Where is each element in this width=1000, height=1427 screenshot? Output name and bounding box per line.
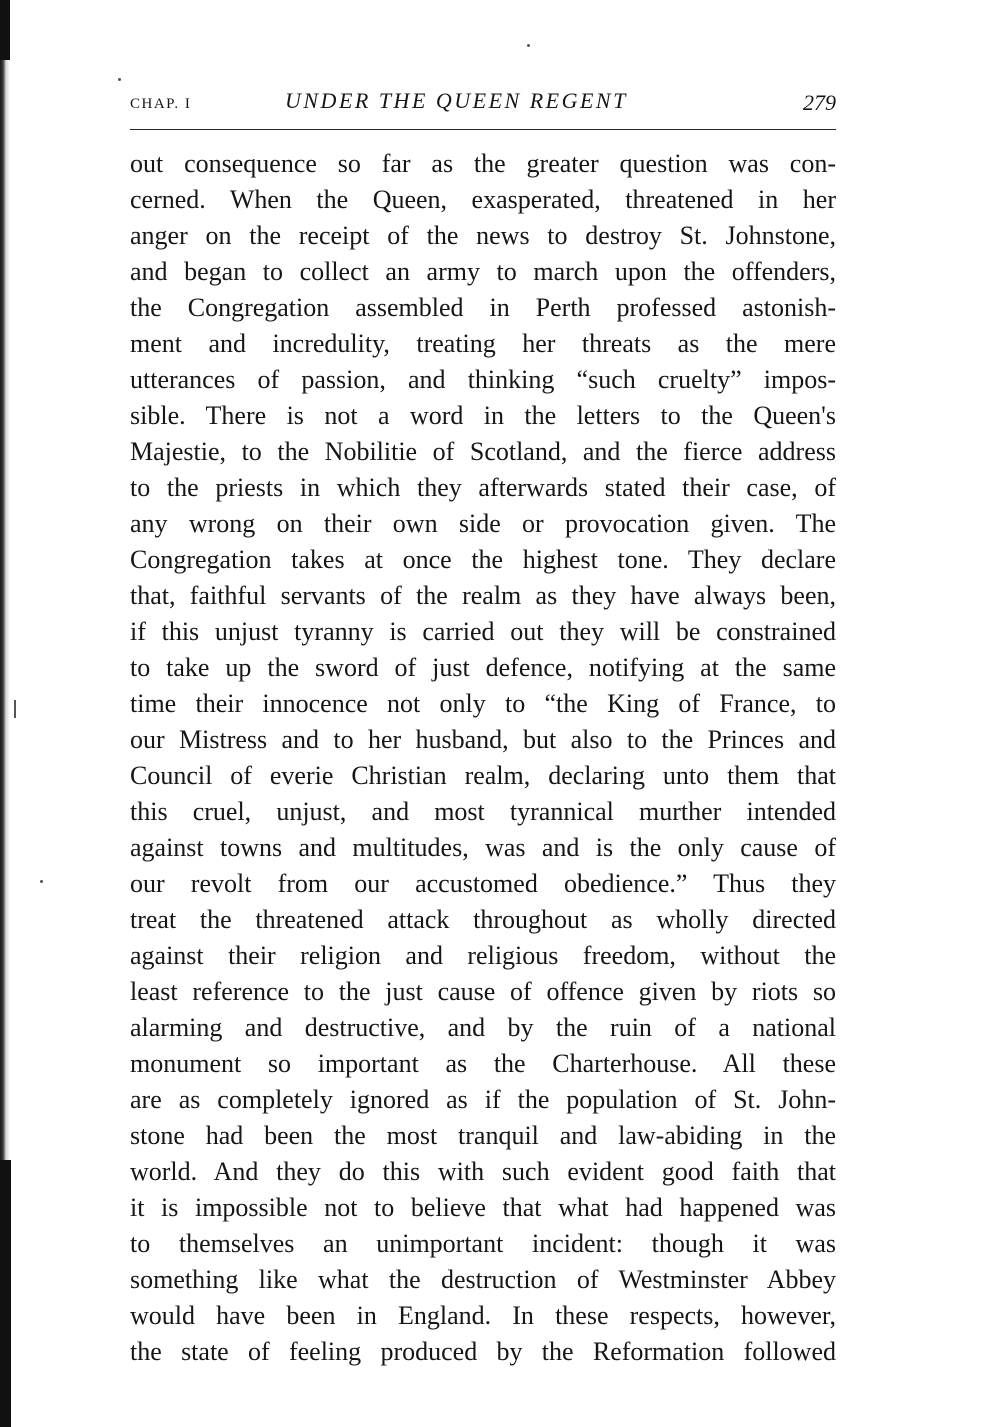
text-line: world. And they do this with such evident good faith that	[130, 1157, 836, 1186]
text-line: would have been in England. In these respects, however,	[130, 1301, 836, 1330]
text-line: Congregation takes at once the highest tone. They declare	[130, 545, 836, 574]
binding-shadow-bottom	[0, 1160, 11, 1427]
text-line: the state of feeling produced by the Reformation followed	[130, 1337, 836, 1366]
text-line: out consequence so far as the greater question was con-	[130, 149, 836, 178]
text-line: utterances of passion, and thinking “such cruelty” impos-	[130, 365, 836, 394]
text-line: time their innocence not only to “the King of France, to	[130, 689, 836, 718]
chapter-label: CHAP. I	[130, 96, 192, 112]
text-line: Majestie, to the Nobilitie of Scotland, and the fierce address	[130, 437, 836, 466]
page-header	[130, 88, 836, 118]
text-line: to take up the sword of just defence, notifying at the same	[130, 653, 836, 682]
text-line: against towns and multitudes, was and is the only cause of	[130, 833, 836, 862]
text-line: something like what the destruction of Westminster Abbey	[130, 1265, 836, 1294]
text-line: against their religion and religious freedom, without the	[130, 941, 836, 970]
text-line: if this unjust tyranny is carried out they will be constrained	[130, 617, 836, 646]
scan-speck	[118, 78, 121, 81]
page-number: 279	[803, 90, 836, 115]
text-line: and began to collect an army to march upon the offenders,	[130, 257, 836, 286]
text-line: that, faithful servants of the realm as they have always been,	[130, 581, 836, 610]
text-line: are as completely ignored as if the population of St. John-	[130, 1085, 836, 1114]
scan-speck	[527, 44, 530, 47]
text-line: cerned. When the Queen, exasperated, threatened in her	[130, 185, 836, 214]
text-line: any wrong on their own side or provocation given. The	[130, 509, 836, 538]
text-line: Council of everie Christian realm, declaring unto them that	[130, 761, 836, 790]
text-line: sible. There is not a word in the letters to the Queen's	[130, 401, 836, 430]
binding-shadow-top	[0, 0, 10, 60]
text-line: it is impossible not to believe that what had happened was	[130, 1193, 836, 1222]
text-line: our Mistress and to her husband, but also to the Princes and	[130, 725, 836, 754]
text-line: the Congregation assembled in Perth professed astonish-	[130, 293, 836, 322]
header-rule	[130, 129, 836, 130]
text-line: stone had been the most tranquil and law-abiding in the	[130, 1121, 836, 1150]
text-line: to the priests in which they afterwards stated their case, of	[130, 473, 836, 502]
body-text	[130, 146, 836, 1370]
text-line: treat the threatened attack throughout as wholly directed	[130, 905, 836, 934]
text-line: this cruel, unjust, and most tyrannical murther intended	[130, 797, 836, 826]
text-line: least reference to the just cause of offence given by riots so	[130, 977, 836, 1006]
text-line: anger on the receipt of the news to destroy St. Johnstone,	[130, 221, 836, 250]
scan-speck	[14, 700, 16, 718]
running-title: UNDER THE QUEEN REGENT	[285, 88, 628, 113]
text-line: ment and incredulity, treating her threats as the mere	[130, 329, 836, 358]
scan-speck	[40, 880, 43, 883]
text-line: alarming and destructive, and by the ruin of a national	[130, 1013, 836, 1042]
text-line: monument so important as the Charterhouse. All these	[130, 1049, 836, 1078]
text-line: our revolt from our accustomed obedience.” Thus they	[130, 869, 836, 898]
text-line: to themselves an unimportant incident: though it was	[130, 1229, 836, 1258]
